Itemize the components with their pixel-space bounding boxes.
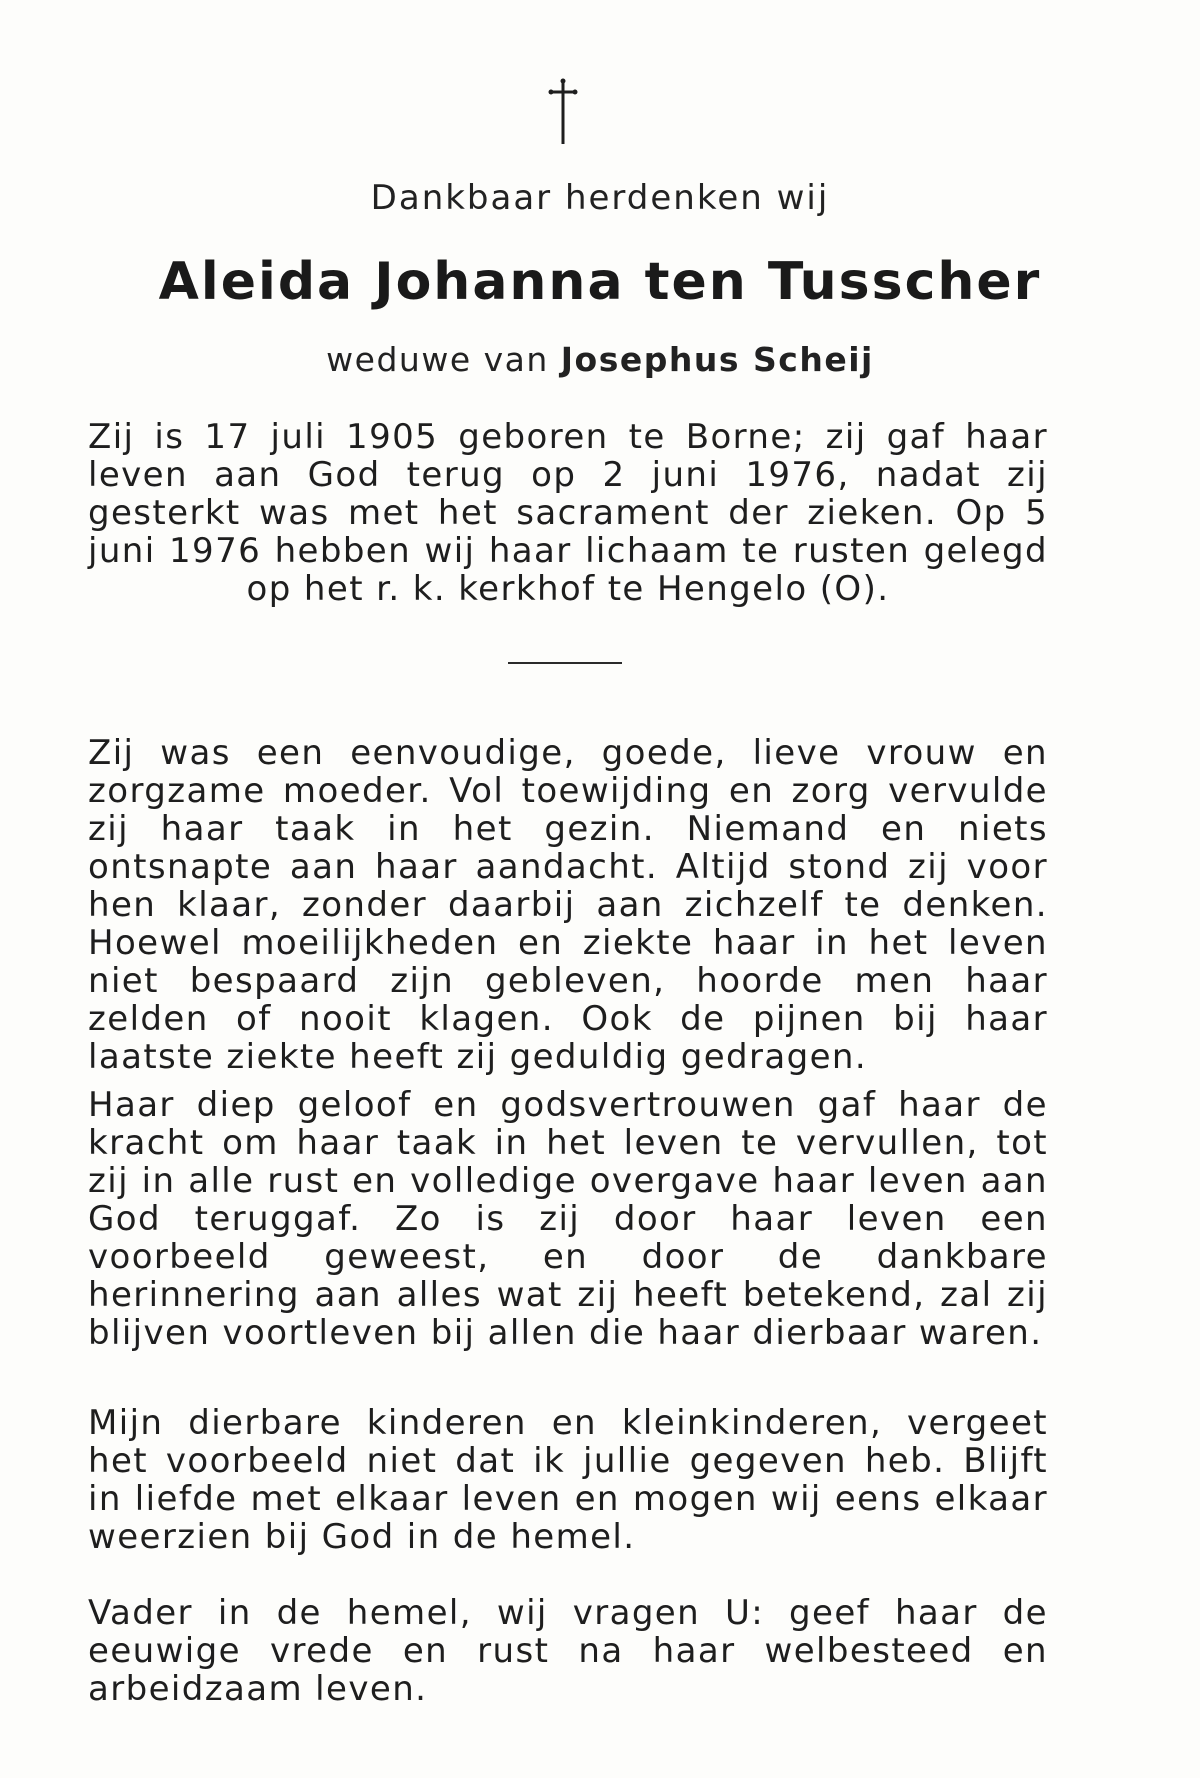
faith-paragraph: Haar diep geloof en godsvertrouwen gaf haar de kracht om haar taak in het leven te vervullen, tot zij in alle rust en volledige overgave haar leven aan God teruggaf. Zo is zij door haar leven een voorbeeld geweest, en door de dankbare herinnering aan alles wat zij heeft betekend, zal zij blijven voortleven bij allen die haar dierbaar waren. (88, 1085, 1048, 1353)
biography-paragraph: Zij is 17 juli 1905 geboren te Borne; zij gaf haar leven aan God terug op 2 juni 1976, nadat zij gesterkt was met het sacrament der zieken. Op 5 juni 1976 hebben wij haar lichaam te rusten gelegd op het r. k. kerkhof te Hengelo (O). (88, 417, 1048, 609)
deceased-name: Aleida Johanna ten Tusscher (158, 252, 1042, 312)
prayer-paragraph: Vader in de hemel, wij vragen U: geef haar de eeuwige vrede en rust na haar welbesteed en arbeidzaam leven. (88, 1593, 1048, 1709)
divider (508, 662, 622, 664)
intro-line: Dankbaar herdenken wij (370, 178, 830, 218)
cross-icon (548, 78, 578, 148)
widow-prefix: weduwe van (326, 340, 549, 379)
message-paragraph: Mijn dierbare kinderen en kleinkinderen, vergeet het voorbeeld niet dat ik jullie gegeven heb. Blijft in liefde met elkaar leven en mogen wij eens elkaar weerzien bij God in de hemel. (88, 1403, 1048, 1557)
tribute-paragraph: Zij was een eenvoudige, goede, lieve vrouw en zorgzame moeder. Vol toewijding en zorg vervulde zij haar taak in het gezin. Niemand en niets ontsnapte aan haar aandacht. Altijd stond zij voor hen klaar, zonder daarbij aan zichzelf te denken. Hoewel moeilijkheden en ziekte haar in het leven niet bespaard zijn gebleven, hoorde men haar zelden of nooit klagen. Ook de pijnen bij haar laatste ziekte heeft zij geduldig gedragen. (88, 733, 1048, 1077)
husband-name: Josephus Scheij (560, 340, 874, 379)
widow-line (0, 340, 1200, 379)
